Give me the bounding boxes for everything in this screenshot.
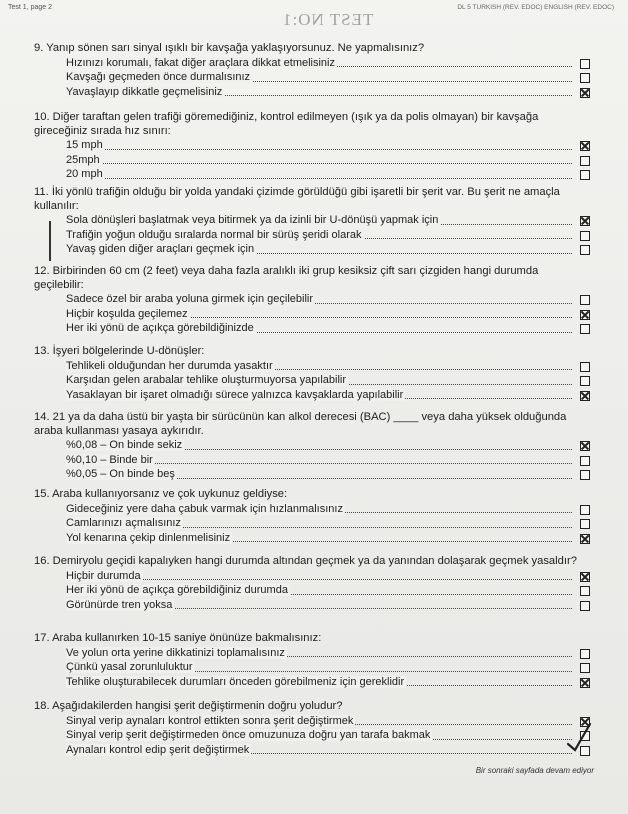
checked-box-icon[interactable] — [580, 391, 590, 401]
question-number: 13. — [34, 345, 50, 357]
header-test-title: TEST NO:1 — [282, 10, 374, 29]
empty-box-icon[interactable] — [580, 470, 590, 480]
answer-text: Tehlikeli olduğundan her durumda yasaktır — [66, 359, 273, 372]
answer-text: %0,08 – On binde sekiz — [66, 439, 183, 451]
question-number: 17. — [34, 632, 50, 644]
question-text — [34, 42, 594, 56]
question-17 — [34, 632, 594, 689]
answer-option[interactable] — [66, 307, 594, 322]
question-text — [34, 411, 594, 438]
answer-option[interactable] — [66, 321, 594, 336]
answer-option[interactable] — [66, 438, 594, 453]
question-stem: Yanıp sönen sarı sinyal ışıklı bir kavşağa yaklaşıyorsunuz. Ne yapmalısınız? — [46, 42, 425, 54]
answer-text: %0,05 – On binde beş — [66, 468, 175, 480]
question-14 — [34, 411, 594, 482]
header-right: DL 5 TURKISH (REV. EDOC) ENGLISH (REV. EDOC) — [457, 4, 614, 11]
answer-option[interactable] — [66, 453, 594, 468]
question-stem: Araba kullanıyorsanız ve çok uykunuz geldiyse: — [52, 488, 288, 500]
answer-option[interactable] — [66, 728, 594, 743]
answer-text: Yavaş giden diğer araçları geçmek için — [66, 243, 255, 255]
question-16 — [34, 555, 594, 612]
question-number: 18. — [34, 700, 50, 712]
question-stem: Araba kullanırken 10-15 saniye önünüze bakmalısınız: — [52, 632, 322, 644]
answer-text: Görünürde tren yoksa — [66, 598, 173, 611]
checked-box-icon[interactable] — [580, 678, 590, 688]
checked-box-icon[interactable] — [580, 534, 590, 544]
answer-option[interactable] — [66, 373, 594, 388]
answer-option[interactable] — [66, 167, 594, 182]
empty-box-icon[interactable] — [580, 324, 590, 334]
handwritten-check-icon — [566, 722, 592, 752]
question-number: 10. — [34, 111, 50, 123]
answer-option[interactable] — [66, 675, 594, 690]
answer-option[interactable] — [66, 56, 594, 71]
answer-option[interactable] — [66, 660, 594, 675]
question-12 — [34, 265, 594, 336]
answer-text: 15 mph — [66, 139, 103, 151]
answer-option[interactable] — [66, 502, 594, 517]
answer-option[interactable] — [66, 743, 594, 758]
question-11 — [34, 186, 594, 257]
answer-option[interactable] — [66, 85, 594, 100]
checked-box-icon[interactable] — [580, 310, 590, 320]
answer-text: Her iki yönü de açıkça görebildiğinizde — [66, 322, 254, 334]
answer-option[interactable] — [66, 569, 594, 584]
answer-option[interactable] — [66, 531, 594, 546]
answer-text: Kavşağı geçmeden önce durmalısınız — [66, 71, 251, 83]
answer-text: Yasaklayan bir işaret olmadığı sürece yalnızca kavşaklarda yapılabilir — [66, 388, 404, 401]
answer-text: Hiçbir durumda — [66, 569, 141, 582]
answer-option[interactable] — [66, 359, 594, 374]
empty-box-icon[interactable] — [580, 362, 590, 372]
question-13 — [34, 345, 594, 402]
answer-option[interactable] — [66, 646, 594, 661]
answer-option[interactable] — [66, 467, 594, 482]
question-text — [34, 632, 594, 646]
question-stem: Aşağıdakilerden hangisi şerit değiştirmenin doğru yoludur? — [52, 700, 343, 712]
question-stem: İşyeri bölgelerinde U-dönüşler: — [52, 345, 205, 357]
empty-box-icon[interactable] — [580, 649, 590, 659]
answer-text: Sola dönüşleri başlatmak veya bitirmek ya da izinli bir U-dönüşü yapmak için — [66, 214, 439, 226]
answer-option[interactable] — [66, 583, 594, 598]
question-15 — [34, 488, 594, 545]
question-text — [34, 700, 594, 714]
answer-option[interactable] — [66, 714, 594, 729]
checked-box-icon[interactable] — [580, 216, 590, 226]
empty-box-icon[interactable] — [580, 505, 590, 515]
question-stem: Birbirinden 60 cm (2 feet) veya daha fazla aralıklı iki grup kesiksiz çift sarı çizgiden hangi durumda geçilebilir: — [34, 265, 539, 291]
question-number: 9. — [34, 42, 44, 54]
answer-option[interactable] — [66, 153, 594, 168]
answer-text: Aynaları kontrol edip şerit değiştirmek — [66, 743, 250, 756]
empty-box-icon[interactable] — [580, 73, 590, 83]
empty-box-icon[interactable] — [580, 231, 590, 241]
question-text — [34, 265, 594, 292]
question-18 — [34, 700, 594, 757]
question-number: 14. — [34, 411, 50, 423]
answer-option[interactable] — [66, 70, 594, 85]
header-left: Test 1, page 2 — [8, 4, 52, 11]
answer-text: Tehlike oluşturabilecek durumları önceden görebilmeniz için gereklidir — [66, 675, 405, 688]
answer-text: Trafiğin yoğun olduğu sıralarda normal bir sürüş şeridi olarak — [66, 228, 362, 241]
leader-dots — [66, 149, 572, 150]
answer-text: Camlarınızı açmalısınız — [66, 517, 181, 529]
answer-text: Ve yolun orta yerine dikkatinizi toplamalısınız — [66, 646, 285, 659]
answer-text: Hızınızı korumalı, fakat diğer araçlara dikkat etmelisiniz — [66, 56, 335, 69]
question-text — [34, 345, 594, 359]
empty-box-icon[interactable] — [580, 170, 590, 180]
question-number: 12. — [34, 265, 50, 277]
empty-box-icon[interactable] — [580, 586, 590, 596]
question-9 — [34, 42, 594, 99]
answer-text: Karşıdan gelen arabalar tehlike oluşturmuyorsa yapılabilir — [66, 374, 347, 386]
empty-box-icon[interactable] — [580, 601, 590, 611]
empty-box-icon[interactable] — [580, 519, 590, 529]
question-text — [34, 488, 594, 502]
answer-text: Gideceğiniz yere daha çabuk varmak için hızlanmalısınız — [66, 502, 343, 515]
answer-text: Her iki yönü de açıkça görebildiğiniz durumda — [66, 584, 288, 596]
question-number: 15. — [34, 488, 50, 500]
answer-text: Sinyal verip şerit değiştirmeden önce omuzunuza doğru yan tarafa bakmak — [66, 729, 431, 741]
answer-option[interactable] — [66, 516, 594, 531]
answer-text: Sinyal verip aynaları kontrol ettikten sonra şerit değiştirmek — [66, 714, 354, 727]
question-stem: Diğer taraftan gelen trafiği göremediğiniz, kontrol edilmeyen (ışık ya da polis olmayan) bir kavşağa gireceğiniz sırada hız sınırı: — [34, 111, 539, 137]
answer-text: Sadece özel bir araba yoluna girmek için geçilebilir — [66, 293, 314, 305]
answer-text: Hiçbir koşulda geçilemez — [66, 307, 188, 320]
answer-text: 25mph — [66, 153, 100, 166]
answer-text: Yavaşlayıp dikkatle geçmelisiniz — [66, 85, 223, 98]
question-stem: İki yönlü trafiğin olduğu bir yolda yandaki çizimde görüldüğü gibi işaretli bir şerit var. Bu şerit ne amaçla kullanılır: — [34, 186, 560, 212]
question-text — [34, 555, 594, 569]
empty-box-icon[interactable] — [580, 663, 590, 673]
answer-option[interactable] — [66, 598, 594, 613]
question-text — [34, 111, 594, 138]
question-stem: Demiryolu geçidi kapalıyken hangi durumda altından geçmek ya da yanından dolaşarak geçmek yasaldır? — [52, 555, 577, 567]
question-10 — [34, 111, 594, 182]
question-text — [34, 186, 594, 213]
checked-box-icon[interactable] — [580, 441, 590, 451]
question-number: 11. — [34, 186, 49, 198]
answer-option[interactable] — [66, 138, 594, 153]
question-stem: 21 ya da daha üstü bir yaşta bir sürücünün kan alkol derecesi (BAC) ____ veya daha yüksek olduğunda araba kullanması yasaya aykırıdır. — [34, 411, 567, 437]
leader-dots — [66, 163, 572, 164]
answer-option[interactable] — [66, 292, 594, 307]
checked-box-icon[interactable] — [580, 88, 590, 98]
answer-text: %0,10 – Binde bir — [66, 453, 153, 466]
question-number: 16. — [34, 555, 50, 567]
answer-option[interactable] — [66, 242, 594, 257]
checked-box-icon[interactable] — [580, 572, 590, 582]
empty-box-icon[interactable] — [580, 245, 590, 255]
empty-box-icon[interactable] — [580, 376, 590, 386]
empty-box-icon[interactable] — [580, 456, 590, 466]
answer-option[interactable] — [66, 228, 594, 243]
continue-note: Bir sonraki sayfada devam ediyor — [475, 766, 594, 775]
answer-text: Yol kenarına çekip dinlenmelisiniz — [66, 531, 231, 544]
leader-dots — [66, 178, 572, 179]
empty-box-icon[interactable] — [580, 156, 590, 166]
empty-box-icon[interactable] — [580, 295, 590, 305]
answer-option[interactable] — [66, 213, 594, 228]
answer-text: 20 mph — [66, 168, 103, 180]
answer-text: Çünkü yasal zorunluluktur — [66, 661, 193, 673]
checked-box-icon[interactable] — [580, 141, 590, 151]
empty-box-icon[interactable] — [580, 59, 590, 69]
answer-option[interactable] — [66, 388, 594, 403]
